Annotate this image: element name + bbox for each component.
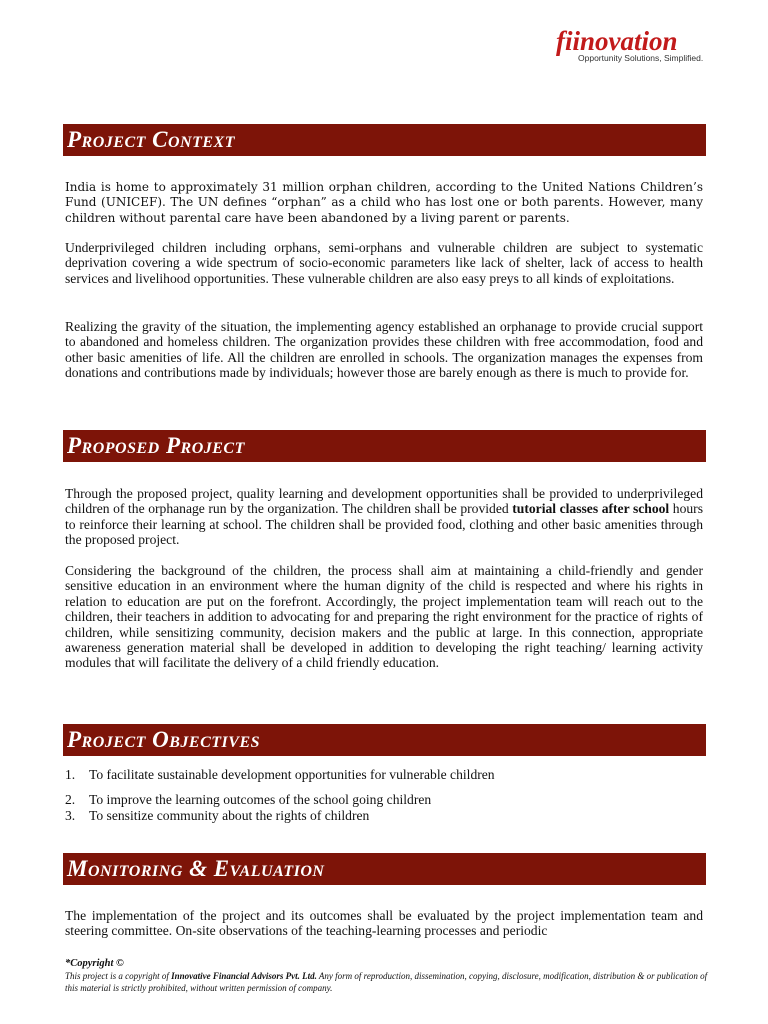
copyright-notice [65,971,710,994]
section-header-proposed-project [63,430,706,462]
context-paragraph-1: India is home to approximately 31 million orphan children, according to the United Nations Children’s Fund (UNICEF). The UN defines “orphan” as a child who has lost one or both parents. However, many children without parental care have been abandoned by a living parent or parents. [65,180,703,225]
context-paragraph-2: Underprivileged children including orphans, semi-orphans and vulnerable children are subject to systematic deprivation covering a wide spectrum of socio-economic parameters like lack of shelter, lack of access to health services and livelihood opportunities. These vulnerable children are also easy preys to all kinds of exploitations. [65,240,703,286]
objective-text: To facilitate sustainable development opportunities for vulnerable children [89,767,495,782]
context-paragraph-3: Realizing the gravity of the situation, the implementing agency established an orphanage to provide crucial support to abandoned and homeless children. The organization provides these children with free accommodation, food and other basic amenities of life. All the children are enrolled in schools. The organization manages the expenses from donations and contributions made by individuals; however those are barely enough as there is much to provide for. [65,319,703,381]
monitoring-paragraph-1: The implementation of the project and its outcomes shall be evaluated by the project implementation team and steering committee. On-site observations of the teaching-learning processes and periodic [65,908,703,939]
proposed-text-end: hours to reinforce their learning at school. The children shall be provided food, clothing and other basic amenities through the proposed project. [65,501,704,548]
section-title: Project Context [67,127,235,152]
proposed-text-start: Through the proposed project, quality learning and development opportunities shall be provided to underprivileged children of the orphanage run by the organization. The children shall be provided [65,486,703,517]
section-header-project-objectives [63,724,706,756]
logo-wordmark: fiinovation [556,26,678,56]
objective-item [65,808,369,823]
objective-text: To sensitize community about the rights of children [89,808,370,823]
objective-number: 2. [65,792,76,807]
proposed-paragraph-2: Considering the background of the children, the process shall aim at maintaining a child-friendly and gender sensitive education in an environment where the human dignity of the child is respected and where his rights in relation to education are put on the forefront. Accordingly, the project implementation team will reach out to the children, their teachers in addition to advocating for and preparing the right environment for the practice of rights of children, while sensitizing community, decision makers and the public at large. In this connection, appropriate awareness generation material shall be developed in addition to developing the right teaching/ learning activity modules that will facilitate the delivery of a child friendly education. [65,563,703,671]
section-title: Project Objectives [67,727,261,752]
objective-item [65,767,495,782]
footer-text-end: Any form of reproduction, dissemination, copying, disclosure, modification, distribution & or publication of this material is strictly prohibited, without written permission of company. [65,971,708,993]
section-title: Monitoring & Evaluation [67,856,325,881]
logo-tagline: Opportunity Solutions, Simplified. [578,53,704,63]
section-title: Proposed Project [67,433,245,458]
company-logo [556,26,716,66]
objective-item [65,792,431,807]
section-header-monitoring-evaluation [63,853,706,885]
objective-text: To improve the learning outcomes of the school going children [89,792,432,807]
footer-text-start: This project is a copyright of [65,971,172,981]
objective-number: 3. [65,808,76,823]
proposed-paragraph-1 [65,486,703,548]
objective-number: 1. [65,767,76,782]
copyright-label: *Copyright © [65,958,124,969]
proposed-text-bold: tutorial classes after school [512,501,670,517]
section-header-project-context [63,124,706,156]
footer-company: Innovative Financial Advisors Pvt. Ltd. [171,971,317,981]
